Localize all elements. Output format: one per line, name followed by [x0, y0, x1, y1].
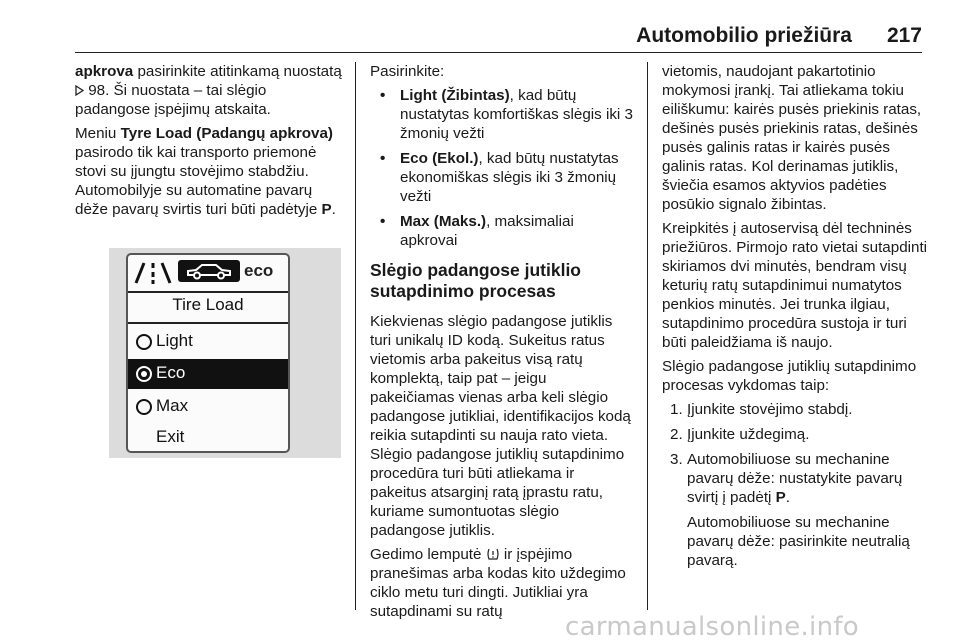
- bold-term: P: [321, 201, 332, 218]
- page-number: 217: [886, 24, 922, 47]
- bold-term: Max (Maks.): [400, 213, 487, 230]
- paragraph: Pasirinkite:: [370, 63, 445, 80]
- eco-indicator: eco: [244, 261, 274, 280]
- option-eco[interactable]: [128, 359, 288, 389]
- option-max[interactable]: [128, 392, 288, 422]
- tire-load-display-figure: [109, 248, 341, 458]
- bullet-item: [370, 86, 635, 143]
- vehicle-tab: [178, 260, 240, 282]
- text-run: 98. Ši nuostata – tai slėgio padangose įspėjimų atskaita.: [75, 82, 271, 118]
- page-header: [75, 22, 922, 53]
- watermark: carmanualsonline.info: [565, 612, 860, 642]
- bold-term: Eco (Ekol.): [400, 150, 479, 167]
- radio-icon: [136, 399, 152, 415]
- option-label: Max: [156, 396, 189, 415]
- paragraph: vietomis, naudojant pakartotinio mokymosi įrankį. Tai atliekama tokiu eiliškumu: kairės pusės priekinis ratas, dešinės pusės priekinis ratas, dešinės pusės galinis ratas ir kairės pusės galinis ratas. Kol derinamas jutiklis, šviečia esamos aktyvios padėties posūkio signalo žibintas.: [662, 63, 922, 213]
- text-run: , maksimaliai apkrovai: [400, 213, 574, 249]
- car-icon: [178, 260, 240, 282]
- bullet-item: [370, 212, 635, 250]
- bold-term: P: [775, 489, 786, 506]
- paragraph: [75, 124, 345, 219]
- text-run: Gedimo lemputė: [370, 546, 486, 563]
- text-run: ir įspėjimo pranešimas arba kodas kito uždegimo ciklo metu turi dingti. Jutikliai yra sutapdinami su ratų: [370, 546, 626, 620]
- column-divider: [647, 62, 648, 610]
- section-heading: Slėgio padangose jutiklio sutapdinimo procesas: [370, 260, 581, 301]
- paragraph: [75, 62, 345, 119]
- radio-selected-icon: [136, 366, 152, 382]
- reference-triangle-icon: [75, 85, 84, 96]
- text-run: Meniu: [75, 125, 121, 142]
- paragraph: Slėgio padangose jutiklių sutapdinimo procesas vykdomas taip:: [662, 358, 917, 394]
- step-text: Automobiliuose su mechanine pavarų dėže: nustatykite pavarų svirtį į padėtį: [687, 451, 903, 506]
- option-label: Eco: [156, 363, 186, 382]
- display-top-bar: [128, 255, 288, 293]
- option-light[interactable]: [128, 327, 288, 357]
- numbered-step: [662, 425, 932, 444]
- screen-title: Tire Load: [172, 295, 244, 314]
- road-lanes-icon: [132, 259, 174, 287]
- bold-term: apkrova: [75, 63, 134, 80]
- text-run: pasirodo tik kai transporto priemonė stovi su įjungtu stovėjimo stabdžiu. Automobilyje su automatine pavarų dėže pavarų svirtis turi būti padėtyje: [75, 144, 322, 218]
- paragraph: [370, 545, 635, 621]
- exit-option[interactable]: Exit: [156, 427, 185, 446]
- radio-icon: [136, 334, 152, 350]
- paragraph: Kiekvienas slėgio padangose jutiklis turi unikalų ID kodą. Sukeitus ratus vietomis arba pakeitus visą ratų komplektą, taip pat – jeigu pakeičiamas vienas arba keli slėgio padangose jutikliai, identifikacijos kodą reikia sutapdinti su nauja rato vieta. Slėgio padangose jutiklių sutapdinimo procedūra turi būti atliekama ir pakeitus atsarginį ratą įprastu ratu, kuriame sumontuotas slėgio padangose jutiklis.: [370, 313, 631, 539]
- step-number: 2.: [670, 426, 683, 443]
- step-number: 1.: [670, 401, 683, 418]
- divider: [128, 322, 288, 324]
- option-label: Light: [156, 331, 193, 350]
- display-screen: [126, 253, 290, 453]
- paragraph: Kreipkitės į autoservisą dėl techninės priežiūros. Pirmojo rato vietai sutapdinti skiriamos dvi minutės, bendram visų keturių ratų sutapdinimui numatytos penkios minutės. Jei trunka ilgiau, sutapdinimo procedūra sustoja ir turi būti paleidžiama iš naujo.: [662, 220, 928, 351]
- bold-term: Tyre Load (Padangų apkrova): [120, 125, 333, 142]
- numbered-step: [662, 400, 932, 419]
- text-run: , kad būtų nustatytas ekonomiškas slėgis iki 3 žmonių vežti: [400, 150, 619, 205]
- column-1: [75, 62, 345, 224]
- bullet-item: [370, 149, 635, 206]
- text-run: .: [331, 201, 336, 218]
- step-text: Įjunkite stovėjimo stabdį.: [687, 401, 853, 418]
- numbered-step: [662, 450, 932, 507]
- text-run: .: [785, 489, 791, 506]
- bold-term: Light (Žibintas): [400, 87, 510, 104]
- column-2: [370, 62, 635, 626]
- column-divider: [355, 62, 356, 610]
- sub-step-text: Automobiliuose su mechanine pavarų dėže: pasirinkite neutralią pavarą.: [687, 514, 910, 569]
- text-run: pasirinkite atitinkamą nuostatą: [133, 63, 342, 80]
- column-3: [662, 62, 932, 575]
- tire-pressure-warning-icon: [486, 547, 500, 561]
- step-number: 3.: [670, 451, 683, 468]
- text-run: , kad būtų nustatytas komfortiškas slėgis iki 3 žmonių vežti: [400, 87, 633, 142]
- step-text: Įjunkite uždegimą.: [687, 426, 810, 443]
- page-title: Automobilio priežiūra: [636, 24, 852, 47]
